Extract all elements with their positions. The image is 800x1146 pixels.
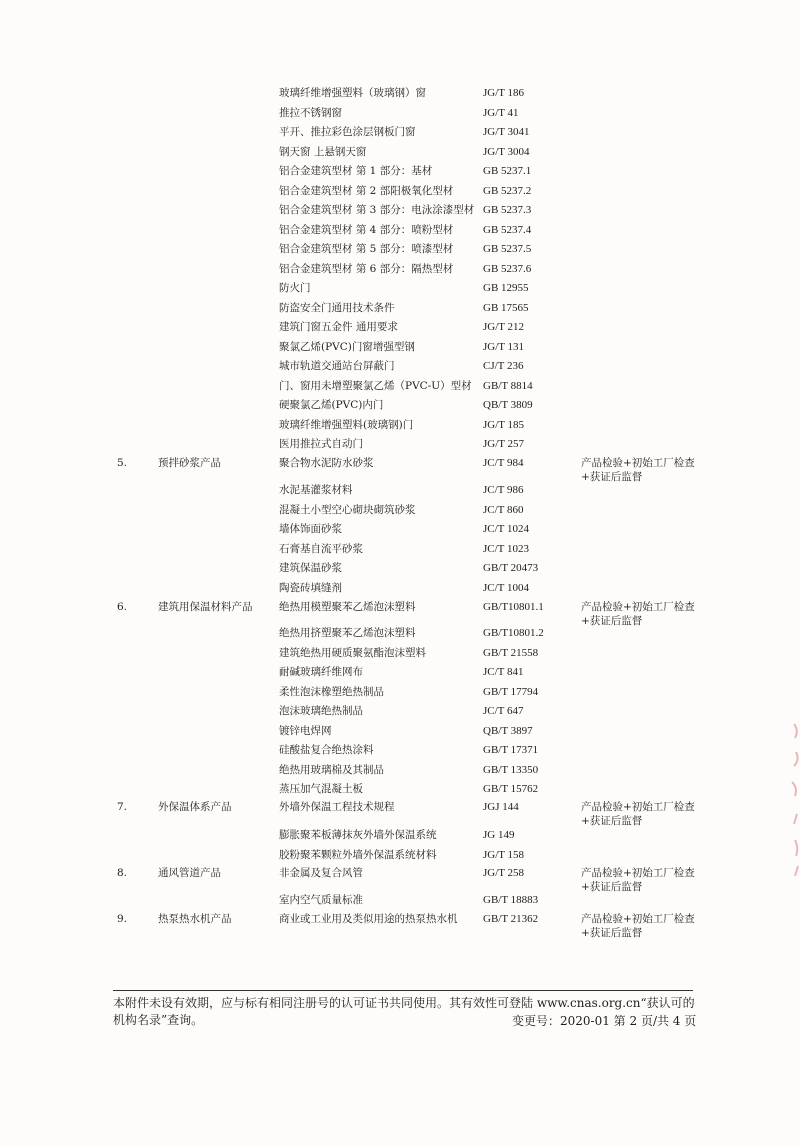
standard-code: GB/T 13350 xyxy=(483,763,539,776)
table-row xyxy=(0,763,800,783)
standard-name: 绝热用挤塑聚苯乙烯泡沫塑料 xyxy=(279,627,416,639)
table-row xyxy=(0,724,800,744)
standard-name: 墙体饰面砂浆 xyxy=(279,523,342,535)
standard-code: GB 5237.6 xyxy=(483,262,532,275)
standard-code: JC/T 984 xyxy=(483,457,524,469)
item-number: 8. xyxy=(117,867,128,879)
product-category: 热泵热水机产品 xyxy=(158,913,232,925)
standard-code: JG/T 258 xyxy=(483,867,525,879)
standard-name: 蒸压加气混凝土板 xyxy=(279,783,363,795)
standard-name: 镀锌电焊网 xyxy=(279,724,332,737)
table-row xyxy=(0,581,800,601)
standard-name: 防盗安全门通用技术条件 xyxy=(279,301,395,314)
table-row xyxy=(0,743,800,763)
table-row xyxy=(0,866,800,892)
standard-code: GB/T 21362 xyxy=(483,913,539,925)
table-row xyxy=(0,398,800,418)
table-row xyxy=(0,301,800,321)
standard-name: 推拉不锈钢窗 xyxy=(279,106,342,119)
standard-name: 玻璃纤维增强塑料(玻璃钢)门 xyxy=(279,418,414,431)
standard-name: 聚合物水泥防水砂浆 xyxy=(279,457,374,469)
table-row xyxy=(0,800,800,826)
standard-code: GB 5237.4 xyxy=(483,223,532,236)
standard-code: GB 5237.1 xyxy=(483,165,532,177)
table-row xyxy=(0,522,800,542)
standard-name: 陶瓷砖填缝剂 xyxy=(279,581,342,594)
standard-code: GB/T 17794 xyxy=(483,685,539,698)
standard-name: 非金属及复合风管 xyxy=(279,867,363,879)
standard-name: 铝合金建筑型材 第 4 部分：喷粉型材 xyxy=(279,223,454,236)
table-row xyxy=(0,542,800,562)
item-number: 5. xyxy=(117,457,128,469)
standard-code: JC/T 860 xyxy=(483,503,524,516)
footer-note: 本附件未设有效期，应与标有相同注册号的认可证书共同使用。其有效性可登陆 www.cnas.org.cn“获认可的机构名录”查询。 xyxy=(113,996,695,1027)
table-row xyxy=(0,262,800,282)
standard-name: 城市轨道交通站台屏蔽门 xyxy=(279,360,395,372)
table-row xyxy=(0,483,800,503)
table-row xyxy=(0,281,800,301)
footer-divider xyxy=(113,990,693,991)
standard-code: GB 5237.2 xyxy=(483,184,532,197)
table-row xyxy=(0,418,800,438)
standard-name: 柔性泡沫橡塑绝热制品 xyxy=(279,685,384,698)
table-row xyxy=(0,503,800,523)
standard-code: JG/T 158 xyxy=(483,848,525,861)
standard-name: 铝合金建筑型材 第 2 部阳极氧化型材 xyxy=(279,184,454,197)
standard-code: GB 12955 xyxy=(483,282,529,294)
standard-code: JG/T 186 xyxy=(483,87,525,99)
product-category: 外保温体系产品 xyxy=(158,801,232,813)
standard-code: JG/T 3041 xyxy=(483,126,530,138)
table-row xyxy=(0,437,800,457)
standard-code: GB 5237.3 xyxy=(483,204,532,216)
standard-code: QB/T 3809 xyxy=(483,399,533,411)
standard-code: GB 5237.5 xyxy=(483,243,532,255)
table-row xyxy=(0,184,800,204)
standard-name: 建筑保温砂浆 xyxy=(279,562,342,574)
standard-code: JG/T 257 xyxy=(483,438,525,450)
standard-name: 铝合金建筑型材 第 5 部分：喷漆型材 xyxy=(279,243,454,255)
footer-page-info: 变更号：2020-01 第 2 页/共 4 页 xyxy=(512,1014,697,1028)
standard-code: JC/T 647 xyxy=(483,705,524,717)
standard-name: 平开、推拉彩色涂层钢板门窗 xyxy=(279,126,416,138)
table-row xyxy=(0,223,800,243)
standard-code: JC/T 841 xyxy=(483,666,524,678)
standard-name: 玻璃纤维增强塑料（玻璃钢）窗 xyxy=(279,87,426,99)
standard-name: 铝合金建筑型材 第 3 部分：电泳涂漆型材 xyxy=(279,204,475,216)
standard-code: JG/T 212 xyxy=(483,321,525,333)
item-number: 9. xyxy=(117,913,128,925)
standard-code: GB/T 8814 xyxy=(483,379,533,392)
standard-name: 硅酸盐复合绝热涂料 xyxy=(279,744,374,756)
table-row xyxy=(0,125,800,145)
table-row xyxy=(0,828,800,848)
standard-name: 防火门 xyxy=(279,282,311,294)
certification-mode: 产品检验+初始工厂检查+获证后监督 xyxy=(581,601,695,627)
standard-name: 建筑门窗五金件 通用要求 xyxy=(279,321,398,333)
standard-code: CJ/T 236 xyxy=(483,360,524,372)
table-row xyxy=(0,203,800,223)
table-row xyxy=(0,145,800,165)
standard-code: JGJ 144 xyxy=(483,801,519,813)
table-row xyxy=(0,106,800,126)
standard-code: GB/T 20473 xyxy=(483,562,539,574)
standard-name: 胶粉聚苯颗粒外墙外保温系统材料 xyxy=(279,848,437,861)
standard-name: 外墙外保温工程技术规程 xyxy=(279,801,395,813)
standard-name: 泡沫玻璃绝热制品 xyxy=(279,705,363,717)
standard-code: GB/T 18883 xyxy=(483,894,539,906)
standard-code: JG/T 185 xyxy=(483,418,525,431)
standard-name: 绝热用模塑聚苯乙烯泡沫塑料 xyxy=(279,601,416,613)
product-category: 通风管道产品 xyxy=(158,867,221,879)
standard-code: JG 149 xyxy=(483,829,515,841)
standard-name: 门、窗用未增塑聚氯乙烯（PVC-U）型材 xyxy=(279,379,472,392)
table-row xyxy=(0,340,800,360)
table-row xyxy=(0,86,800,106)
standard-name: 钢天窗 上悬钢天窗 xyxy=(279,145,367,158)
table-row xyxy=(0,782,800,802)
standard-code: GB/T10801.2 xyxy=(483,627,544,639)
table-row xyxy=(0,646,800,666)
standard-code: JC/T 1024 xyxy=(483,523,529,535)
table-row xyxy=(0,600,800,626)
standard-name: 绝热用玻璃棉及其制品 xyxy=(279,763,384,776)
standard-code: JG/T 131 xyxy=(483,340,525,353)
table-row xyxy=(0,320,800,340)
seal-stamp-edge xyxy=(786,720,800,880)
table-row xyxy=(0,848,800,868)
table-row xyxy=(0,456,800,482)
standard-name: 铝合金建筑型材 第 1 部分：基材 xyxy=(279,165,433,177)
table-row xyxy=(0,665,800,685)
standard-name: 水泥基灌浆材料 xyxy=(279,484,353,496)
standard-code: GB 17565 xyxy=(483,301,529,314)
table-row xyxy=(0,359,800,379)
standard-name: 室内空气质量标准 xyxy=(279,894,363,906)
table-row xyxy=(0,912,800,938)
standard-code: JC/T 986 xyxy=(483,484,524,496)
table-row xyxy=(0,561,800,581)
table-row xyxy=(0,704,800,724)
table-row xyxy=(0,164,800,184)
table-row xyxy=(0,379,800,399)
standard-name: 混凝土小型空心砌块砌筑砂浆 xyxy=(279,503,416,516)
certification-mode: 产品检验+初始工厂检查+获证后监督 xyxy=(581,801,695,827)
standard-code: GB/T 17371 xyxy=(483,744,539,756)
standard-name: 商业或工业用及类似用途的热泵热水机 xyxy=(279,913,458,925)
standard-name: 聚氯乙烯(PVC)门窗增强型钢 xyxy=(279,340,415,353)
certification-mode: 产品检验+初始工厂检查+获证后监督 xyxy=(581,867,695,893)
standard-name: 医用推拉式自动门 xyxy=(279,438,363,450)
standard-name: 耐碱玻璃纤维网布 xyxy=(279,666,363,678)
standard-code: QB/T 3897 xyxy=(483,724,533,737)
standard-code: JG/T 41 xyxy=(483,106,519,119)
standard-code: GB/T10801.1 xyxy=(483,601,544,613)
table-row xyxy=(0,626,800,646)
item-number: 7. xyxy=(117,801,128,813)
standard-name: 建筑绝热用硬质聚氨酯泡沫塑料 xyxy=(279,646,426,659)
certification-mode: 产品检验+初始工厂检查+获证后监督 xyxy=(581,457,695,483)
standard-name: 石膏基自流平砂浆 xyxy=(279,542,363,555)
standard-name: 膨胀聚苯板薄抹灰外墙外保温系统 xyxy=(279,829,437,841)
product-category: 建筑用保温材料产品 xyxy=(158,601,253,613)
standard-name: 硬聚氯乙烯(PVC)内门 xyxy=(279,399,384,411)
product-category: 预拌砂浆产品 xyxy=(158,457,221,469)
certification-mode: 产品检验+初始工厂检查+获证后监督 xyxy=(581,913,695,939)
table-row xyxy=(0,242,800,262)
standard-code: JC/T 1004 xyxy=(483,581,529,594)
item-number: 6. xyxy=(117,601,128,613)
standard-code: GB/T 21558 xyxy=(483,646,539,659)
standard-code: GB/T 15762 xyxy=(483,783,539,795)
standard-code: JG/T 3004 xyxy=(483,145,530,158)
table-row xyxy=(0,893,800,913)
standard-name: 铝合金建筑型材 第 6 部分：隔热型材 xyxy=(279,262,454,275)
table-row xyxy=(0,685,800,705)
standard-code: JC/T 1023 xyxy=(483,542,529,555)
